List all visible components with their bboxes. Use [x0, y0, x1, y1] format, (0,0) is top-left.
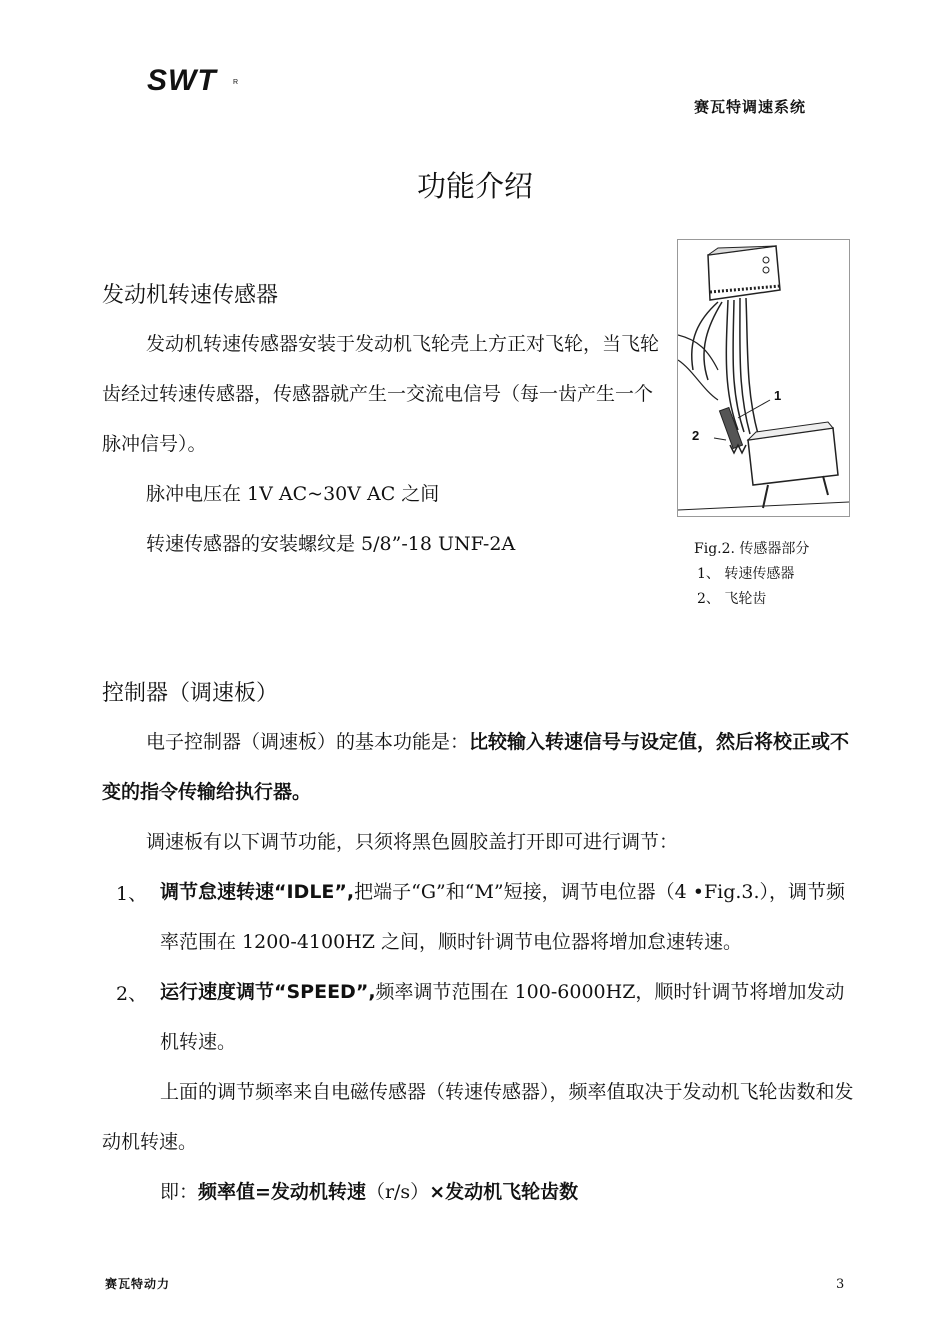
item-1-bold: 调节怠速转速“IDLE”, — [160, 881, 355, 903]
paragraph-sensor-description: 发动机转速传感器安装于发动机飞轮壳上方正对飞轮，当飞轮齿经过转速传感器，传感器就产生一交流电信号（每一齿产生一个脉冲信号）。 — [102, 333, 660, 455]
formula-part-c: ×发动机飞轮齿数 — [429, 1181, 579, 1203]
sensor-figure — [677, 239, 850, 517]
paragraph-controller-function — [102, 717, 862, 817]
footer-company: 赛瓦特动力 — [105, 1277, 171, 1291]
paragraph-pulse-voltage: 脉冲电压在 1V AC~30V AC 之间 — [146, 483, 440, 505]
figure-caption-item-1: 1、 转速传感器 — [697, 566, 795, 582]
sensor-diagram-image — [678, 240, 849, 516]
list-item-speed — [160, 967, 860, 1067]
item-2-text: 频率调节范围在 100-6000HZ，顺时针调节将增加发动机转速。 — [160, 981, 845, 1053]
paragraph-adjust-intro: 调速板有以下调节功能，只须将黑色圆胶盖打开即可进行调节： — [146, 831, 679, 853]
callout-2: 2 — [692, 428, 700, 443]
paragraph-thread-spec: 转速传感器的安装螺纹是 5/8”-18 UNF-2A — [146, 533, 516, 555]
formula-part-a: 频率值=发动机转速 — [198, 1181, 366, 1203]
header-title: 赛瓦特调速系统 — [694, 98, 807, 116]
list-item-idle — [160, 867, 860, 967]
section-heading-sensor: 发动机转速传感器 — [102, 283, 279, 308]
controller-function-normal: 电子控制器（调速板）的基本功能是： — [146, 731, 470, 753]
paragraph-frequency-source: 上面的调节频率来自电磁传感器（转速传感器），频率值取决于发动机飞轮齿数和发动机转速。 — [102, 1081, 854, 1153]
item-2-bold: 运行速度调节“SPEED”, — [160, 981, 376, 1003]
item-2-number: 2、 — [116, 983, 148, 1005]
registered-mark: R — [233, 79, 239, 86]
item-1-text: 把端子“G”和“M”短接，调节电位器（4 •Fig.3.），调节频率范围在 1200-4100HZ 之间，顺时针调节电位器将增加怠速转速。 — [160, 881, 846, 953]
callout-1: 1 — [774, 388, 782, 403]
section-heading-controller: 控制器（调速板） — [102, 681, 279, 706]
page-number: 3 — [836, 1277, 845, 1292]
figure-caption: Fig.2. 传感器部分 — [694, 541, 810, 557]
formula-line — [160, 1167, 860, 1217]
item-1-number: 1、 — [116, 883, 148, 905]
figure-caption-item-2: 2、 飞轮齿 — [697, 591, 767, 607]
logo: SWT — [147, 64, 217, 97]
formula-prefix: 即： — [160, 1181, 199, 1203]
controller-function-bold: 比较输入转速信号与设定值，然后将校正或不变的指令传输给执行器。 — [102, 731, 850, 803]
formula-part-b: （r/s） — [365, 1181, 430, 1203]
page-title: 功能介绍 — [416, 169, 533, 203]
